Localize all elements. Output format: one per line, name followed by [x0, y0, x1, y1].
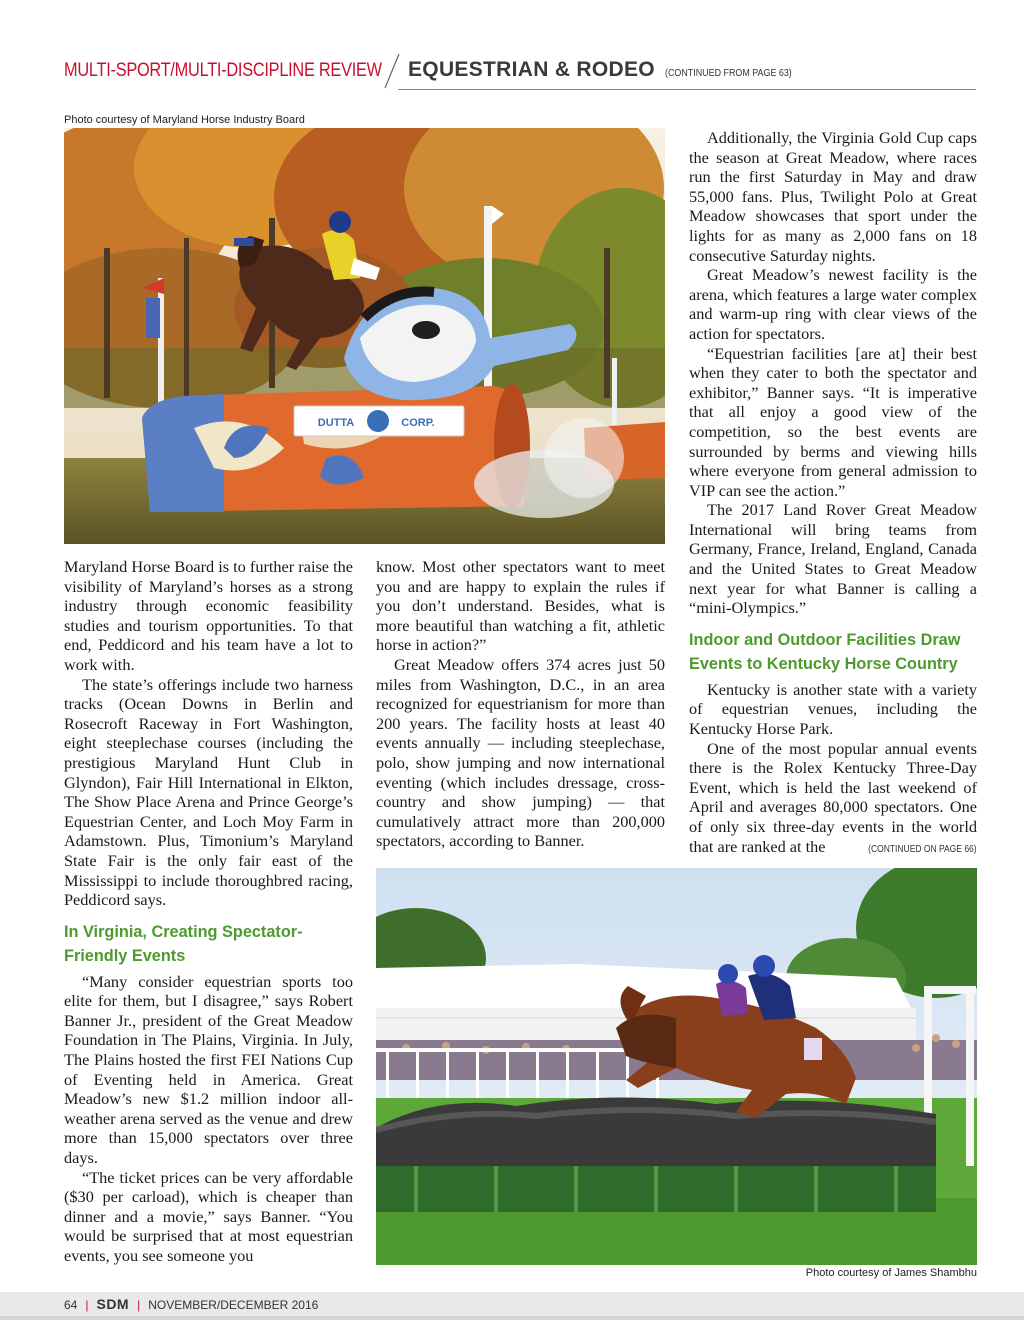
footer-separator: |: [137, 1298, 141, 1312]
footer-separator: |: [85, 1298, 89, 1312]
photo-steeplechase: [376, 868, 977, 1265]
page-header: [64, 52, 976, 90]
continued-from: (CONTINUED FROM PAGE 63): [664, 67, 792, 79]
section-title-group: [408, 58, 814, 82]
column-1: [64, 557, 353, 1266]
horse-jump-image: [64, 128, 665, 544]
section-title: EQUESTRIAN & RODEO: [408, 58, 655, 81]
footer-text: [64, 1296, 318, 1312]
col3-paragraph-1: Additionally, the Virginia Gold Cup caps the season at Great Meadow, where races run the first Saturday in May and draw 55,000 fans. Plus, Twilight Polo at Great Meadow showcases that sport under the lights for as many as 2,000 fans on 18 consecutive Saturday nights.: [689, 128, 977, 265]
issue-date: NOVEMBER/DECEMBER 2016: [148, 1298, 319, 1312]
page-number: 64: [64, 1298, 78, 1312]
slash-divider-icon: [382, 52, 402, 90]
header-rule: [398, 89, 976, 90]
col1-paragraph-4: “The ticket prices can be very affordable ($30 per carload), which is cheaper than dinner and a movie,” says Banner. “You would be surprised that at most equestrian events, you see someone you: [64, 1167, 353, 1265]
photo-cross-country-jump: [64, 128, 665, 544]
column-3: [689, 128, 977, 859]
col2-paragraph-1: know. Most other spectators want to meet you and are happy to explain the rules if you don’t understand. Besides, what is more beautiful than watching a fit, athletic horse in action?”: [376, 557, 665, 655]
col2-paragraph-2: Great Meadow offers 374 acres just 50 miles from Washington, D.C., in an area recognized for equestrianism for more than 200 years. The facility hosts at least 40 events annually — including steeplechase, polo, show jumping and now international eventing (which includes dressage, cross-country and show jumping) — that cumulatively attract more than 200,000 spectators, according to Banner.: [376, 654, 665, 851]
magazine-brand: SDM: [96, 1296, 130, 1312]
banner-right-text: CORP.: [401, 417, 435, 429]
photo2-credit: Photo courtesy of James Shambhu: [805, 1267, 977, 1279]
col3-subheading: Indoor and Outdoor Facilities Draw Events to Kentucky Horse Country: [689, 630, 961, 673]
col3-paragraph-6: [689, 739, 977, 857]
col3-paragraph-4: The 2017 Land Rover Great Meadow International will bring teams from Germany, France, Ireland, England, Canada and the United States to Great Meadow next year for what Banner is calling a “mini-Olympics.”: [689, 500, 977, 618]
col3-paragraph-2: Great Meadow’s newest facility is the arena, which features a large water complex and warm-up ring with clear views of the action for spectators.: [689, 265, 977, 343]
col1-paragraph-1: Maryland Horse Board is to further raise the visibility of Maryland’s horses as a strong industry through economic feasibility studies and tourism opportunities. To that end, Peddicord and his team have a lot to work with.: [64, 557, 353, 674]
col3-paragraph-6-text: One of the most popular annual events there is the Rolex Kentucky Three-Day Event, which is held the last weekend of April and averages 80,000 spectators. One of only six three-day events in the world that are ranked at the: [689, 738, 977, 856]
section-label: MULTI-SPORT/MULTI-DISCIPLINE REVIEW: [64, 60, 382, 81]
col3-paragraph-3: “Equestrian facilities [are at] their best when they cater to both the spectator and exhibitor,” Banner says. “It is imperative that all enjoy a good view of the competition, so the best events are surrounded by berms and viewing hills where everyone from general admission to VIP can see the action.”: [689, 343, 977, 500]
banner-left-text: DUTTA: [317, 417, 355, 429]
steeplechase-image: [376, 868, 977, 1265]
col1-subheading: In Virginia, Creating Spectator-Friendly Events: [64, 922, 303, 965]
photo1-credit: Photo courtesy of Maryland Horse Industry Board: [64, 114, 305, 126]
col1-paragraph-2: The state’s offerings include two harness tracks (Ocean Downs in Berlin and Rosecroft Raceway in Fort Washington, eight steeplechase courses (including the prestigious Maryland Hunt Club in Glyndon), Fair Hill International in Elkton, The Show Place Arena and Prince George’s Equestrian Center, and Loch Moy Farm in Adamstown. Plus, Timonium’s Maryland State Fair is the only fair east of the Mississippi to include thoroughbred racing, Peddicord says.: [64, 674, 353, 910]
col1-paragraph-3: “Many consider equestrian sports too elite for them, but I disagree,” says Robert Banner Jr., president of the Great Meadow Foundation in The Plains, Virginia. In July, The Plains hosted the first FEI Nations Cup of Eventing held in America. Great Meadow’s new $1.2 million indoor all-weather arena served as the venue and drew more than 15,000 spectators over three days.: [64, 971, 353, 1168]
page-footer: [0, 1292, 1024, 1316]
column-2: [376, 557, 665, 851]
col3-paragraph-5: Kentucky is another state with a variety of equestrian venues, including the Kentucky Horse Park.: [689, 679, 977, 739]
continued-on: (CONTINUED ON PAGE 66): [868, 843, 977, 855]
footer-bar: [0, 1316, 1024, 1320]
